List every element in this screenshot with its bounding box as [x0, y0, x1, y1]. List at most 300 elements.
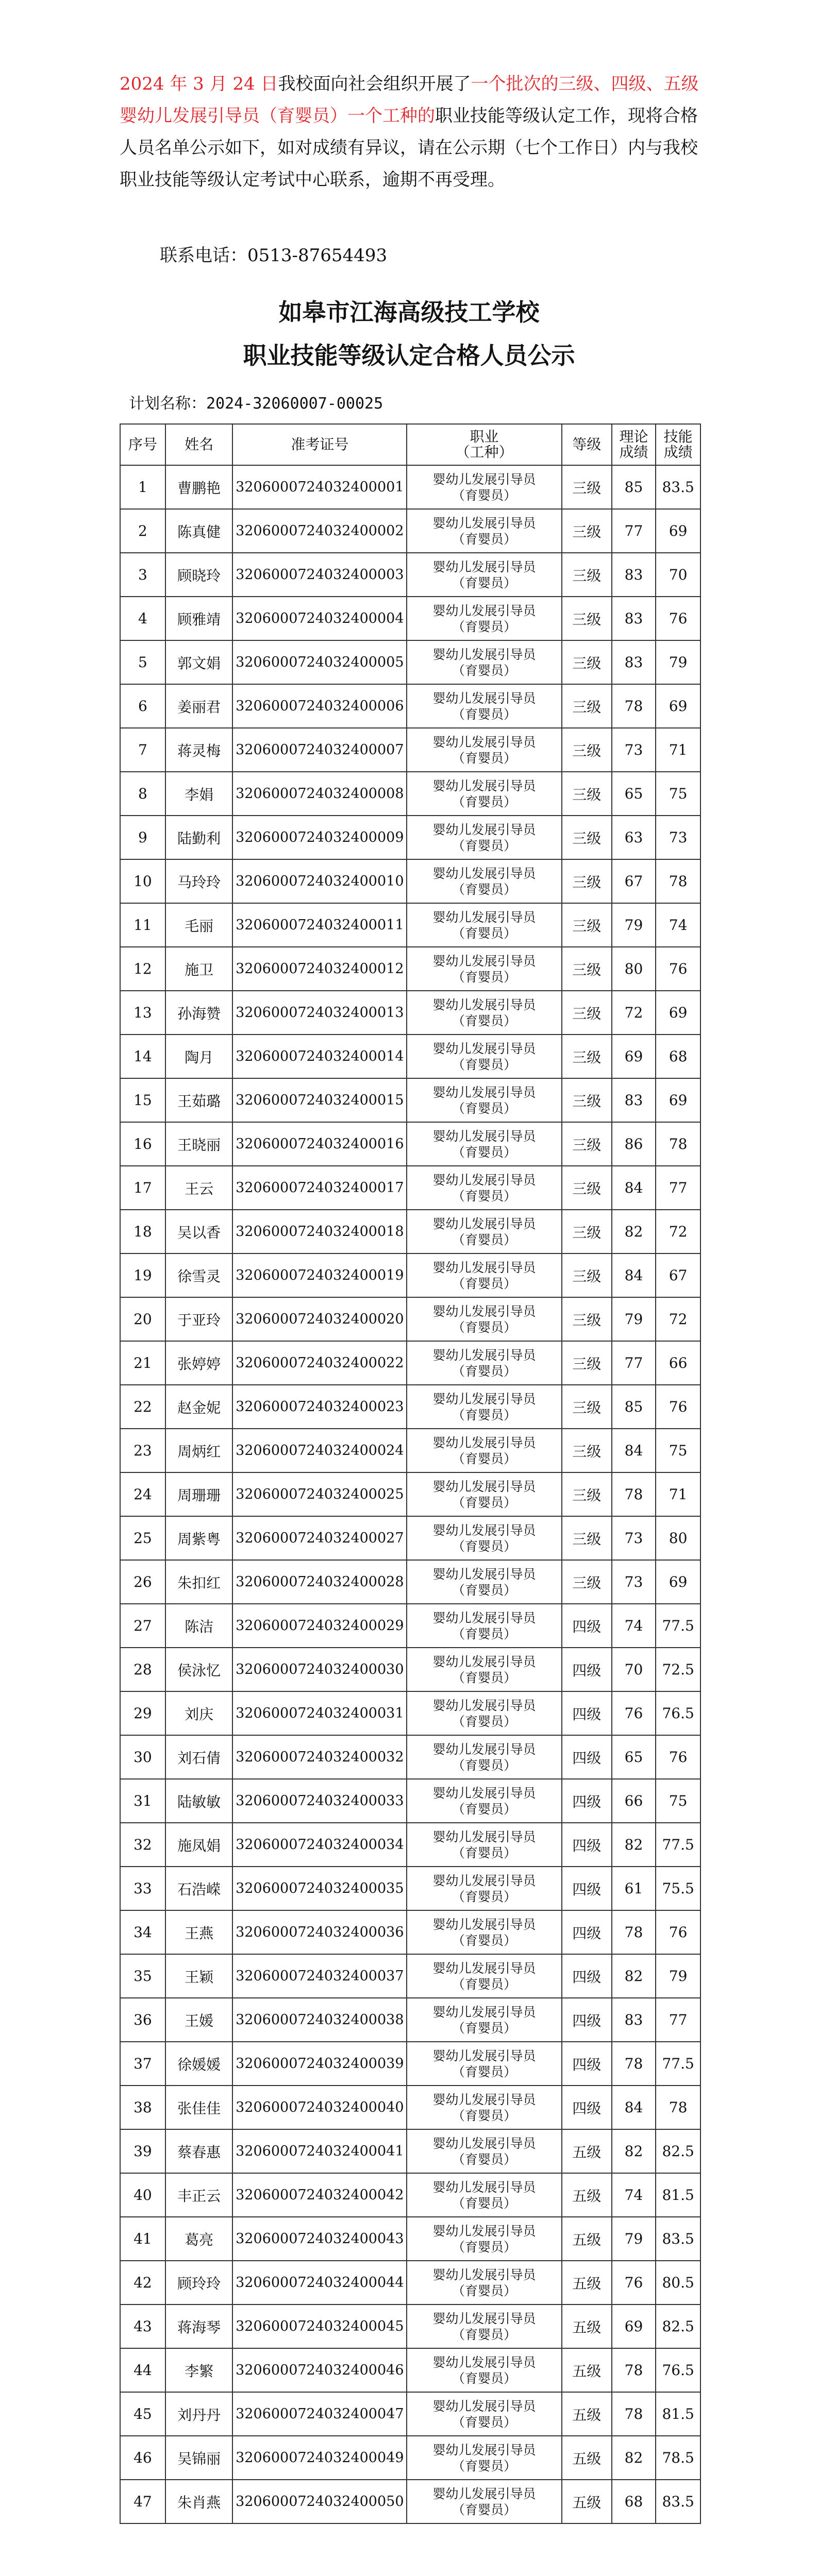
cell-level: 五级 — [562, 2261, 612, 2304]
cell-name: 郭文娟 — [165, 640, 233, 684]
cell-seq: 18 — [120, 1210, 165, 1253]
table-row — [120, 1691, 700, 1735]
cell-theory: 69 — [612, 1035, 656, 1078]
cell-occupation-l2: （育婴员） — [452, 1714, 517, 1729]
cell-skill: 69 — [656, 509, 700, 553]
cell-occupation — [407, 465, 562, 509]
cell-seq: 34 — [120, 1910, 165, 1954]
cell-name: 刘石倩 — [165, 1735, 233, 1779]
cell-occupation-l1: 婴幼儿发展引导员 — [432, 1522, 536, 1538]
cell-name: 徐雪灵 — [165, 1253, 233, 1297]
cell-seq: 37 — [120, 2042, 165, 2086]
cell-occupation-l2: （育婴员） — [452, 1363, 517, 1379]
header-occupation-l1: 职业 — [470, 428, 499, 445]
cell-name: 陈真健 — [165, 509, 233, 553]
cell-occupation — [407, 2436, 562, 2480]
table-row — [120, 728, 700, 772]
cell-exam-no: 3206000724032400033 — [232, 1779, 407, 1823]
cell-occupation-l2: （育婴员） — [452, 1232, 517, 1247]
cell-occupation — [407, 509, 562, 553]
cell-skill: 76 — [656, 1910, 700, 1954]
table-row — [120, 1210, 700, 1253]
cell-occupation-l1: 婴幼儿发展引导员 — [432, 1391, 536, 1406]
cell-skill: 72 — [656, 1297, 700, 1341]
cell-name: 侯泳忆 — [165, 1648, 233, 1691]
cell-occupation — [407, 2217, 562, 2261]
cell-level: 三级 — [562, 1210, 612, 1253]
cell-name: 姜丽君 — [165, 684, 233, 728]
cell-occupation — [407, 1341, 562, 1385]
table-row — [120, 2392, 700, 2436]
cell-occupation-l1: 婴幼儿发展引导员 — [432, 1303, 536, 1319]
cell-occupation-l1: 婴幼儿发展引导员 — [432, 2354, 536, 2370]
cell-skill: 75 — [656, 772, 700, 816]
table-row — [120, 2436, 700, 2480]
cell-theory: 65 — [612, 772, 656, 816]
cell-exam-no: 3206000724032400001 — [232, 465, 407, 509]
table-row — [120, 1560, 700, 1604]
table-row — [120, 509, 700, 553]
cell-seq: 38 — [120, 2086, 165, 2129]
cell-name: 顾晓玲 — [165, 553, 233, 597]
cell-theory: 78 — [612, 684, 656, 728]
cell-name: 陈洁 — [165, 1604, 233, 1648]
cell-name: 赵金妮 — [165, 1385, 233, 1429]
cell-occupation — [407, 2086, 562, 2129]
table-row — [120, 947, 700, 991]
cell-occupation-l2: （育婴员） — [452, 1845, 517, 1860]
cell-skill: 76.5 — [656, 1691, 700, 1735]
cell-name: 陆勤利 — [165, 816, 233, 859]
cell-skill: 78 — [656, 2086, 700, 2129]
table-row — [120, 553, 700, 597]
cell-seq: 21 — [120, 1341, 165, 1385]
cell-theory: 76 — [612, 1691, 656, 1735]
cell-occupation-l1: 婴幼儿发展引导员 — [432, 1128, 536, 1144]
cell-name: 王媛 — [165, 1998, 233, 2042]
cell-exam-no: 3206000724032400015 — [232, 1078, 407, 1122]
cell-seq: 8 — [120, 772, 165, 816]
cell-occupation-l1: 婴幼儿发展引导员 — [432, 1260, 536, 1275]
cell-skill: 76 — [656, 947, 700, 991]
cell-theory: 77 — [612, 1341, 656, 1385]
cell-name: 张佳佳 — [165, 2086, 233, 2129]
cell-level: 四级 — [562, 1735, 612, 1779]
cell-exam-no: 3206000724032400002 — [232, 509, 407, 553]
cell-occupation-l1: 婴幼儿发展引导员 — [432, 1041, 536, 1056]
table-row — [120, 1779, 700, 1823]
cell-occupation-l1: 婴幼儿发展引导员 — [432, 2179, 536, 2195]
cell-seq: 33 — [120, 1867, 165, 1910]
table-row — [120, 2261, 700, 2304]
cell-skill: 81.5 — [656, 2173, 700, 2217]
cell-occupation — [407, 1910, 562, 1954]
cell-exam-no: 3206000724032400005 — [232, 640, 407, 684]
cell-name: 王晓丽 — [165, 1122, 233, 1166]
cell-seq: 26 — [120, 1560, 165, 1604]
cell-exam-no: 3206000724032400038 — [232, 1998, 407, 2042]
cell-name: 王颖 — [165, 1954, 233, 1998]
cell-name: 李娟 — [165, 772, 233, 816]
cell-seq: 23 — [120, 1429, 165, 1472]
cell-theory: 83 — [612, 553, 656, 597]
cell-exam-no: 3206000724032400040 — [232, 2086, 407, 2129]
cell-occupation-l2: （育婴员） — [452, 1801, 517, 1817]
cell-occupation — [407, 1998, 562, 2042]
cell-theory: 73 — [612, 1516, 656, 1560]
cell-occupation — [407, 2129, 562, 2173]
cell-occupation-l1: 婴幼儿发展引导员 — [432, 1216, 536, 1231]
cell-occupation-l1: 婴幼儿发展引导员 — [432, 1785, 536, 1801]
cell-name: 石浩嵘 — [165, 1867, 233, 1910]
cell-level: 三级 — [562, 1122, 612, 1166]
cell-occupation-l2: （育婴员） — [452, 1188, 517, 1204]
cell-skill: 69 — [656, 1078, 700, 1122]
cell-occupation — [407, 1691, 562, 1735]
cell-occupation-l2: （育婴员） — [452, 1582, 517, 1598]
cell-seq: 2 — [120, 509, 165, 553]
table-row — [120, 1122, 700, 1166]
cell-seq: 29 — [120, 1691, 165, 1735]
cell-occupation-l1: 婴幼儿发展引导员 — [432, 2048, 536, 2063]
cell-level: 三级 — [562, 1472, 612, 1516]
cell-exam-no: 3206000724032400013 — [232, 991, 407, 1035]
cell-theory: 82 — [612, 1954, 656, 1998]
cell-seq: 40 — [120, 2173, 165, 2217]
cell-occupation-l1: 婴幼儿发展引导员 — [432, 953, 536, 969]
cell-theory: 66 — [612, 1779, 656, 1823]
notice-batch: 一个批次的三级、四级、五级婴幼儿发展引导员（育婴员）一个工种的 — [120, 74, 699, 126]
cell-name: 孙海赞 — [165, 991, 233, 1035]
cell-skill: 83.5 — [656, 2480, 700, 2523]
cell-theory: 78 — [612, 2392, 656, 2436]
cell-theory: 85 — [612, 465, 656, 509]
header-skill — [656, 424, 700, 465]
cell-occupation-l2: （育婴员） — [452, 2195, 517, 2211]
table-row — [120, 684, 700, 728]
cell-occupation — [407, 1297, 562, 1341]
cell-occupation-l2: （育婴员） — [452, 2283, 517, 2298]
cell-occupation-l2: （育婴员） — [452, 925, 517, 941]
cell-seq: 28 — [120, 1648, 165, 1691]
cell-seq: 11 — [120, 903, 165, 947]
cell-occupation-l2: （育婴员） — [452, 2239, 517, 2255]
cell-occupation — [407, 1867, 562, 1910]
cell-theory: 68 — [612, 2480, 656, 2523]
header-seq: 序号 — [120, 424, 165, 465]
header-exam-no: 准考证号 — [232, 424, 407, 465]
cell-seq: 1 — [120, 465, 165, 509]
cell-level: 三级 — [562, 1035, 612, 1078]
table-row — [120, 1516, 700, 1560]
cell-theory: 79 — [612, 2217, 656, 2261]
cell-occupation-l1: 婴幼儿发展引导员 — [432, 866, 536, 881]
cell-occupation — [407, 2304, 562, 2348]
cell-name: 陆敏敏 — [165, 1779, 233, 1823]
cell-exam-no: 3206000724032400030 — [232, 1648, 407, 1691]
cell-name: 毛丽 — [165, 903, 233, 947]
cell-occupation-l2: （育婴员） — [452, 2370, 517, 2386]
cell-occupation-l1: 婴幼儿发展引导员 — [432, 1698, 536, 1713]
cell-occupation-l2: （育婴员） — [452, 487, 517, 503]
table-row — [120, 1735, 700, 1779]
cell-skill: 78.5 — [656, 2436, 700, 2480]
cell-name: 蔡春惠 — [165, 2129, 233, 2173]
cell-occupation-l2: （育婴员） — [452, 1626, 517, 1641]
cell-theory: 82 — [612, 1823, 656, 1867]
cell-theory: 78 — [612, 1472, 656, 1516]
header-occupation-l2: （工种） — [455, 444, 513, 461]
cell-occupation-l2: （育婴员） — [452, 838, 517, 853]
cell-skill: 75 — [656, 1429, 700, 1472]
cell-level: 四级 — [562, 1604, 612, 1648]
cell-level: 四级 — [562, 1691, 612, 1735]
cell-seq: 12 — [120, 947, 165, 991]
cell-occupation-l1: 婴幼儿发展引导员 — [432, 734, 536, 750]
cell-occupation-l2: （育婴员） — [452, 2458, 517, 2473]
cell-occupation-l1: 婴幼儿发展引导员 — [432, 559, 536, 574]
cell-seq: 31 — [120, 1779, 165, 1823]
table-row — [120, 2304, 700, 2348]
cell-exam-no: 3206000724032400012 — [232, 947, 407, 991]
cell-skill: 71 — [656, 728, 700, 772]
cell-occupation-l1: 婴幼儿发展引导员 — [432, 603, 536, 618]
cell-level: 五级 — [562, 2173, 612, 2217]
cell-exam-no: 3206000724032400050 — [232, 2480, 407, 2523]
cell-skill: 82.5 — [656, 2129, 700, 2173]
cell-occupation-l2: （育婴员） — [452, 969, 517, 985]
roster-body — [120, 465, 700, 2523]
cell-skill: 67 — [656, 1253, 700, 1297]
cell-name: 顾玲玲 — [165, 2261, 233, 2304]
table-row — [120, 1253, 700, 1297]
cell-exam-no: 3206000724032400011 — [232, 903, 407, 947]
cell-seq: 3 — [120, 553, 165, 597]
notice-text-1: 我校面向社会组织开展了 — [278, 74, 471, 94]
cell-name: 周珊珊 — [165, 1472, 233, 1516]
cell-exam-no: 3206000724032400027 — [232, 1516, 407, 1560]
table-row — [120, 859, 700, 903]
cell-occupation-l1: 婴幼儿发展引导员 — [432, 471, 536, 487]
cell-occupation-l1: 婴幼儿发展引导员 — [432, 1435, 536, 1450]
cell-skill: 80.5 — [656, 2261, 700, 2304]
cell-occupation-l2: （育婴员） — [452, 1670, 517, 1685]
cell-seq: 17 — [120, 1166, 165, 1210]
cell-skill: 70 — [656, 553, 700, 597]
cell-theory: 78 — [612, 2042, 656, 2086]
cell-seq: 32 — [120, 1823, 165, 1867]
cell-name: 王云 — [165, 1166, 233, 1210]
cell-theory: 83 — [612, 597, 656, 640]
table-row — [120, 1604, 700, 1648]
cell-name: 刘丹丹 — [165, 2392, 233, 2436]
cell-seq: 46 — [120, 2436, 165, 2480]
cell-occupation — [407, 597, 562, 640]
cell-occupation — [407, 1166, 562, 1210]
notice-text-2: 职业技能等级认定工作，现将合格人员名单公示如下，如对成绩有异议，请在公示期（七个工作日）内与我校职业技能等级认定考试中心联系，逾期不再受理。 — [120, 106, 698, 190]
cell-occupation-l2: （育婴员） — [452, 1057, 517, 1072]
cell-occupation-l1: 婴幼儿发展引导员 — [432, 1829, 536, 1844]
table-row — [120, 1998, 700, 2042]
cell-occupation-l2: （育婴员） — [452, 2414, 517, 2430]
cell-theory: 72 — [612, 991, 656, 1035]
cell-exam-no: 3206000724032400046 — [232, 2348, 407, 2392]
cell-theory: 83 — [612, 640, 656, 684]
cell-level: 四级 — [562, 1867, 612, 1910]
table-row — [120, 991, 700, 1035]
cell-name: 朱肖燕 — [165, 2480, 233, 2523]
table-row — [120, 1078, 700, 1122]
cell-skill: 75.5 — [656, 1867, 700, 1910]
table-row — [120, 465, 700, 509]
cell-skill: 77.5 — [656, 2042, 700, 2086]
cell-level: 三级 — [562, 1516, 612, 1560]
header-theory — [612, 424, 656, 465]
cell-exam-no: 3206000724032400035 — [232, 1867, 407, 1910]
cell-occupation — [407, 2348, 562, 2392]
cell-exam-no: 3206000724032400036 — [232, 1910, 407, 1954]
cell-name: 陶月 — [165, 1035, 233, 1078]
cell-theory: 78 — [612, 1910, 656, 1954]
cell-theory: 83 — [612, 1078, 656, 1122]
cell-skill: 78 — [656, 1122, 700, 1166]
cell-seq: 9 — [120, 816, 165, 859]
cell-occupation — [407, 1078, 562, 1122]
cell-exam-no: 3206000724032400037 — [232, 1954, 407, 1998]
cell-exam-no: 3206000724032400049 — [232, 2436, 407, 2480]
cell-level: 三级 — [562, 947, 612, 991]
cell-seq: 16 — [120, 1122, 165, 1166]
cell-name: 蒋灵梅 — [165, 728, 233, 772]
table-row — [120, 1648, 700, 1691]
cell-occupation-l1: 婴幼儿发展引导员 — [432, 1741, 536, 1757]
cell-theory: 61 — [612, 1867, 656, 1910]
cell-exam-no: 3206000724032400031 — [232, 1691, 407, 1735]
cell-level: 三级 — [562, 1078, 612, 1122]
cell-seq: 7 — [120, 728, 165, 772]
cell-occupation — [407, 640, 562, 684]
cell-name: 于亚玲 — [165, 1297, 233, 1341]
plan-number: 计划名称：2024-32060007-00025 — [129, 395, 383, 413]
cell-level: 三级 — [562, 1253, 612, 1297]
cell-seq: 44 — [120, 2348, 165, 2392]
cell-level: 五级 — [562, 2129, 612, 2173]
cell-exam-no: 3206000724032400017 — [232, 1166, 407, 1210]
cell-exam-no: 3206000724032400034 — [232, 1823, 407, 1867]
cell-level: 五级 — [562, 2436, 612, 2480]
cell-occupation-l2: （育婴员） — [452, 663, 517, 678]
cell-occupation-l1: 婴幼儿发展引导员 — [432, 1610, 536, 1625]
table-row — [120, 2173, 700, 2217]
table-row — [120, 1035, 700, 1078]
cell-occupation — [407, 728, 562, 772]
table-row — [120, 1823, 700, 1867]
cell-skill: 81.5 — [656, 2392, 700, 2436]
cell-occupation-l1: 婴幼儿发展引导员 — [432, 1960, 536, 1976]
cell-skill: 77.5 — [656, 1823, 700, 1867]
cell-exam-no: 3206000724032400023 — [232, 1385, 407, 1429]
cell-exam-no: 3206000724032400043 — [232, 2217, 407, 2261]
cell-theory: 82 — [612, 2436, 656, 2480]
cell-occupation — [407, 2480, 562, 2523]
cell-exam-no: 3206000724032400032 — [232, 1735, 407, 1779]
cell-exam-no: 3206000724032400007 — [232, 728, 407, 772]
cell-occupation-l1: 婴幼儿发展引导员 — [432, 2092, 536, 2107]
cell-skill: 83.5 — [656, 465, 700, 509]
cell-skill: 79 — [656, 1954, 700, 1998]
cell-occupation-l1: 婴幼儿发展引导员 — [432, 1084, 536, 1100]
cell-theory: 79 — [612, 1297, 656, 1341]
cell-occupation-l1: 婴幼儿发展引导员 — [432, 2442, 536, 2458]
cell-level: 四级 — [562, 1779, 612, 1823]
cell-seq: 30 — [120, 1735, 165, 1779]
cell-exam-no: 3206000724032400028 — [232, 1560, 407, 1604]
cell-seq: 6 — [120, 684, 165, 728]
cell-occupation-l1: 婴幼儿发展引导员 — [432, 1347, 536, 1363]
cell-exam-no: 3206000724032400009 — [232, 816, 407, 859]
cell-theory: 80 — [612, 947, 656, 991]
cell-occupation — [407, 2042, 562, 2086]
cell-level: 三级 — [562, 728, 612, 772]
cell-occupation-l1: 婴幼儿发展引导员 — [432, 690, 536, 706]
cell-name: 丰正云 — [165, 2173, 233, 2217]
cell-level: 四级 — [562, 1648, 612, 1691]
cell-level: 四级 — [562, 1998, 612, 2042]
cell-level: 三级 — [562, 553, 612, 597]
cell-seq: 39 — [120, 2129, 165, 2173]
table-row — [120, 2217, 700, 2261]
cell-occupation-l2: （育婴员） — [452, 619, 517, 634]
cell-exam-no: 3206000724032400047 — [232, 2392, 407, 2436]
notice-paragraph — [120, 68, 702, 196]
header-name: 姓名 — [165, 424, 233, 465]
cell-occupation-l2: （育婴员） — [452, 1757, 517, 1773]
cell-exam-no: 3206000724032400044 — [232, 2261, 407, 2304]
cell-occupation — [407, 1648, 562, 1691]
table-row — [120, 903, 700, 947]
header-theory-l2: 成绩 — [619, 444, 648, 461]
cell-level: 三级 — [562, 465, 612, 509]
cell-occupation-l2: （育婴员） — [452, 1319, 517, 1335]
cell-exam-no: 3206000724032400010 — [232, 859, 407, 903]
table-row — [120, 1429, 700, 1472]
cell-level: 三级 — [562, 903, 612, 947]
cell-seq: 24 — [120, 1472, 165, 1516]
cell-level: 三级 — [562, 859, 612, 903]
cell-name: 蒋海琴 — [165, 2304, 233, 2348]
cell-occupation — [407, 1429, 562, 1472]
cell-occupation-l1: 婴幼儿发展引导员 — [432, 1873, 536, 1888]
cell-skill: 75 — [656, 1779, 700, 1823]
page-title: 职业技能等级认定合格人员公示 — [243, 342, 575, 369]
cell-occupation-l2: （育婴员） — [452, 1100, 517, 1116]
cell-exam-no: 3206000724032400016 — [232, 1122, 407, 1166]
cell-occupation — [407, 1122, 562, 1166]
table-row — [120, 772, 700, 816]
cell-level: 四级 — [562, 1910, 612, 1954]
cell-occupation-l1: 婴幼儿发展引导员 — [432, 997, 536, 1012]
cell-name: 葛亮 — [165, 2217, 233, 2261]
cell-seq: 20 — [120, 1297, 165, 1341]
cell-theory: 70 — [612, 1648, 656, 1691]
cell-occupation-l1: 婴幼儿发展引导员 — [432, 1566, 536, 1582]
cell-level: 五级 — [562, 2348, 612, 2392]
cell-theory: 85 — [612, 1385, 656, 1429]
cell-occupation-l2: （育婴员） — [452, 2108, 517, 2123]
cell-level: 三级 — [562, 991, 612, 1035]
cell-name: 李繁 — [165, 2348, 233, 2392]
cell-seq: 15 — [120, 1078, 165, 1122]
